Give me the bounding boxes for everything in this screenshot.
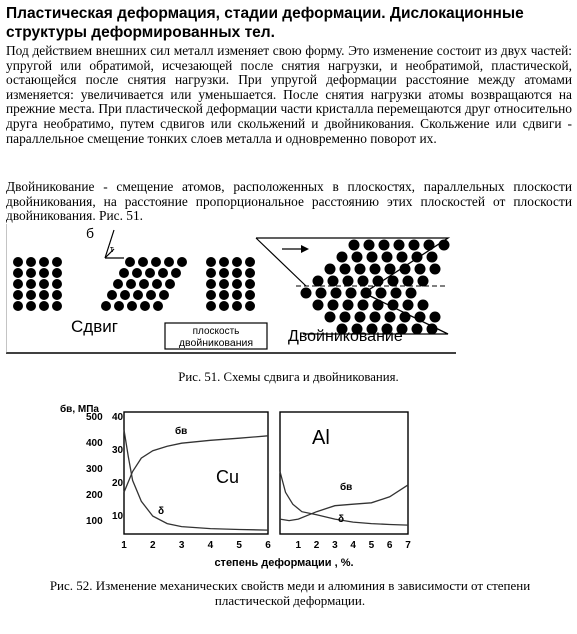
chart-title: Cu <box>216 467 240 487</box>
shear-atom <box>26 268 36 278</box>
shear-atom <box>165 279 175 289</box>
twin-atom <box>340 264 351 275</box>
twin-atom <box>427 252 438 263</box>
shear-atom <box>132 268 142 278</box>
figure-51-shear-twinning-diagram <box>6 224 456 354</box>
shear-atom <box>146 290 156 300</box>
shear-atom <box>126 279 136 289</box>
shear-atom <box>120 290 130 300</box>
shear-atom <box>13 257 23 267</box>
x-tick-label: 5 <box>368 540 375 551</box>
shear-atom <box>39 301 49 311</box>
twin-atom <box>430 264 441 275</box>
twin-atom <box>373 276 384 287</box>
shear-atom <box>206 290 216 300</box>
twin-atom <box>301 288 312 299</box>
shear-atom <box>39 257 49 267</box>
series-label: бв <box>175 426 188 437</box>
shear-label: Сдвиг <box>71 317 118 336</box>
shear-atom <box>171 268 181 278</box>
tau-symbol: τ <box>110 244 114 254</box>
twin-atom <box>418 300 429 311</box>
x-tick-label: 3 <box>178 540 185 551</box>
twin-atom <box>394 240 405 251</box>
twin-atom <box>397 252 408 263</box>
left-tick-label: 500 <box>86 412 103 423</box>
twin-plane-label-1: плоскость <box>192 326 240 337</box>
figure-51-caption: Рис. 51. Схемы сдвига и двойникования. <box>178 370 399 384</box>
twin-plane-label-2: двойникования <box>178 337 254 349</box>
twin-atom <box>370 264 381 275</box>
twin-atom <box>325 264 336 275</box>
shear-atom <box>26 257 36 267</box>
shear-atom <box>139 279 149 289</box>
shear-atom-lattice <box>13 257 255 311</box>
shear-atom <box>101 301 111 311</box>
shear-atom <box>39 279 49 289</box>
series-line-0 <box>124 436 268 493</box>
twin-atom <box>400 312 411 323</box>
shear-atom <box>219 257 229 267</box>
shear-atom <box>13 290 23 300</box>
twin-atom <box>385 312 396 323</box>
shear-atom <box>232 257 242 267</box>
shear-atom <box>206 268 216 278</box>
chart-title: Al <box>312 427 330 449</box>
twin-atom <box>400 264 411 275</box>
shear-atom <box>232 290 242 300</box>
shear-atom <box>107 290 117 300</box>
series-label: δ <box>158 506 165 517</box>
twin-atom <box>388 300 399 311</box>
shear-atom <box>219 279 229 289</box>
twin-atom <box>403 276 414 287</box>
shear-atom <box>52 268 62 278</box>
figure-52-caption: Рис. 52. Изменение механических свойств меди и алюминия в зависимости от степени пластической деформации. <box>49 578 531 608</box>
twin-atom <box>379 240 390 251</box>
twin-atom <box>328 300 339 311</box>
x-tick-label: 6 <box>386 540 393 551</box>
x-axis-label: степень деформации , %. <box>214 557 354 569</box>
twin-atom <box>328 276 339 287</box>
twin-atom <box>430 312 441 323</box>
chart-aluminium <box>280 412 411 551</box>
shear-atom <box>245 301 255 311</box>
shear-atom <box>245 290 255 300</box>
twin-atom <box>382 252 393 263</box>
twin-atom <box>403 300 414 311</box>
twin-atom <box>331 288 342 299</box>
shear-atom <box>119 268 129 278</box>
shear-atom <box>219 290 229 300</box>
series-label: δ <box>338 514 345 525</box>
y-axis-label: бв, МПа <box>60 404 99 415</box>
shear-atom <box>219 301 229 311</box>
shear-atom <box>164 257 174 267</box>
twin-atom <box>364 240 375 251</box>
twin-atom <box>343 300 354 311</box>
twin-atom <box>412 324 423 335</box>
shear-atom <box>39 290 49 300</box>
x-tick-label: 3 <box>332 540 338 551</box>
twin-atom <box>373 300 384 311</box>
shear-atom <box>127 301 137 311</box>
twin-atom <box>358 300 369 311</box>
shear-atom <box>232 268 242 278</box>
shear-atom <box>26 279 36 289</box>
shear-atom <box>52 290 62 300</box>
shear-atom <box>114 301 124 311</box>
page-title: Пластическая деформация, стадии деформации. Дислокационные структуры деформированных тел. <box>6 5 524 41</box>
twin-atom <box>412 252 423 263</box>
twinning-label: Двойникование <box>288 328 403 345</box>
shear-atom <box>153 301 163 311</box>
shear-atom <box>159 290 169 300</box>
shear-atom <box>52 279 62 289</box>
twin-atom <box>325 312 336 323</box>
shear-atom <box>26 290 36 300</box>
shear-atom <box>133 290 143 300</box>
stress-symbol: б <box>86 225 95 241</box>
shear-atom <box>152 279 162 289</box>
twin-atom <box>313 276 324 287</box>
twin-atom <box>370 312 381 323</box>
right-tick-label: 40 <box>112 412 124 423</box>
shear-atom <box>232 301 242 311</box>
left-tick-label: 300 <box>86 464 103 475</box>
twin-atom <box>415 264 426 275</box>
shear-atom <box>206 257 216 267</box>
shear-atom <box>13 268 23 278</box>
x-tick-label: 2 <box>313 540 320 551</box>
twin-atom <box>391 288 402 299</box>
plot-frame <box>124 412 268 534</box>
shear-atom <box>140 301 150 311</box>
twin-atom <box>415 312 426 323</box>
shear-atom <box>177 257 187 267</box>
twin-atom <box>316 288 327 299</box>
right-tick-label: 30 <box>112 445 124 456</box>
twin-atom <box>313 300 324 311</box>
left-tick-label: 100 <box>86 516 103 527</box>
left-tick-label: 200 <box>86 490 103 501</box>
shear-atom <box>125 257 135 267</box>
x-tick-label: 6 <box>265 540 271 551</box>
shear-atom <box>52 257 62 267</box>
shear-arrow-symbol <box>86 225 124 258</box>
paragraph-twinning: Двойникование - смещение атомов, расположенных в плоскостях, параллельных плоскости двойникования, на расстояние пропорциональное расстоянию этих плоскостей от плоскости двойникования. Рис. 51. <box>6 179 572 224</box>
twin-atom <box>385 264 396 275</box>
shear-atom <box>245 279 255 289</box>
x-tick-label: 4 <box>207 540 214 551</box>
paragraph-deformation: Под действием внешних сил металл изменяет свою форму. Это изменение состоит из двух частей: упругой или обратимой, исчезающей после снятия нагрузки, и необратимой, пластической, остающейся после снятия нагрузки. При упругой деформации расстояние между атомами изменяется: увеличивается или уменьшается. После снятия нагрузки атомы возвращаются на прежние места. При пластической деформации части кристалла перемещаются друг относительно друга необратимо, путем сдвигов или скольжений и двойникования. Скольжение или сдвиги - параллельное смещение тонких слоев металла и одновременно поворот их. <box>6 43 572 146</box>
shear-atom <box>52 301 62 311</box>
shear-atom <box>26 301 36 311</box>
shear-atom <box>245 257 255 267</box>
shear-atom <box>113 279 123 289</box>
twin-atom <box>337 252 348 263</box>
twin-atom <box>418 276 429 287</box>
twin-atom <box>340 312 351 323</box>
x-tick-label: 1 <box>121 540 127 551</box>
shear-atom <box>245 268 255 278</box>
x-tick-label: 2 <box>150 540 156 551</box>
figure-52-charts <box>48 396 428 574</box>
twin-atom <box>355 264 366 275</box>
series-line-1 <box>124 430 268 530</box>
twin-atom <box>427 324 438 335</box>
twin-atom <box>361 288 372 299</box>
shear-atom <box>219 268 229 278</box>
twin-atom <box>406 288 417 299</box>
right-tick-label: 10 <box>112 511 124 522</box>
shear-atom <box>13 301 23 311</box>
twin-atom <box>358 276 369 287</box>
twin-atom <box>367 252 378 263</box>
shear-atom <box>39 268 49 278</box>
shear-atom <box>158 268 168 278</box>
twin-atom-lattice <box>301 240 450 335</box>
twin-atom <box>343 276 354 287</box>
shear-atom <box>232 279 242 289</box>
shear-atom <box>13 279 23 289</box>
right-tick-label: 20 <box>112 478 124 489</box>
shear-atom <box>151 257 161 267</box>
shear-atom <box>145 268 155 278</box>
x-tick-label: 5 <box>236 540 242 551</box>
twin-atom <box>349 240 360 251</box>
twin-atom <box>346 288 357 299</box>
shear-atom <box>138 257 148 267</box>
x-tick-label: 7 <box>405 540 411 551</box>
twin-atom <box>352 252 363 263</box>
twin-atom <box>409 240 420 251</box>
twin-atom <box>355 312 366 323</box>
shear-atom <box>206 279 216 289</box>
series-label: бв <box>340 482 353 493</box>
twin-atom <box>388 276 399 287</box>
twin-atom <box>439 240 450 251</box>
x-tick-label: 1 <box>295 540 302 551</box>
twin-atom <box>376 288 387 299</box>
shear-atom <box>206 301 216 311</box>
x-tick-label: 4 <box>350 540 356 551</box>
twin-atom <box>424 240 435 251</box>
chart-copper <box>86 412 271 551</box>
left-tick-label: 400 <box>86 438 103 449</box>
